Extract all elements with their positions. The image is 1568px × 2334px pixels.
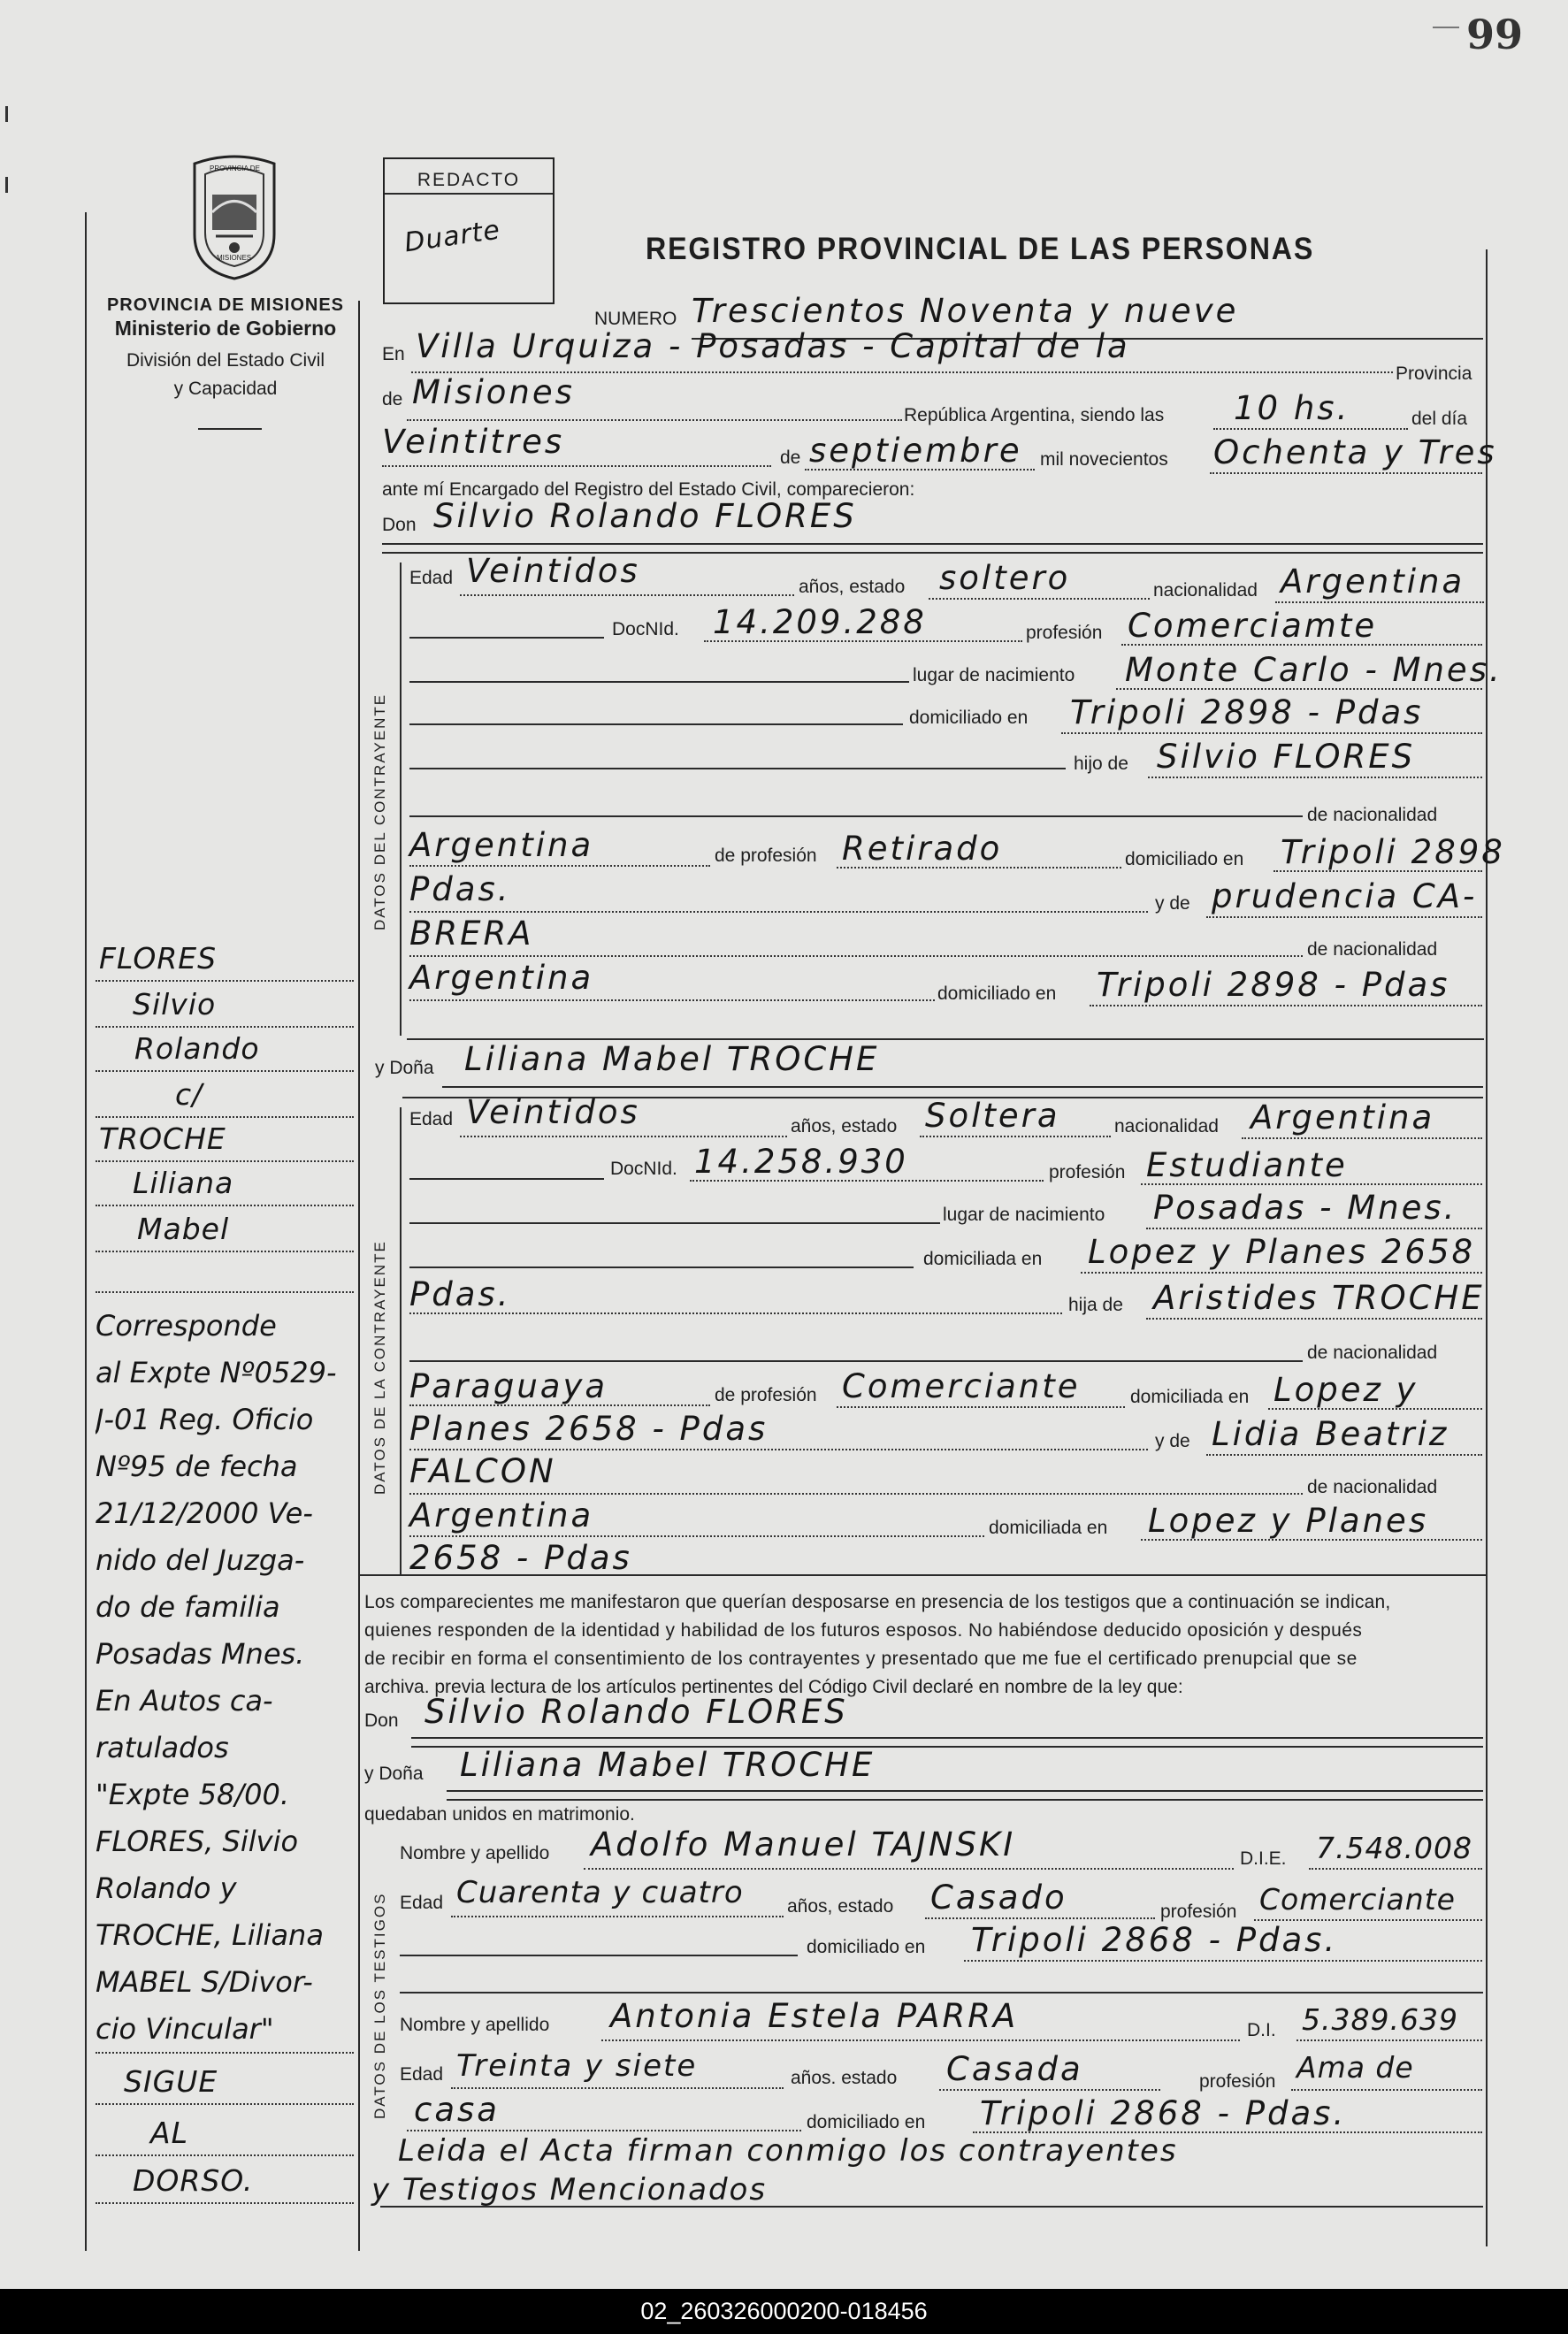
numero-label: NUMERO [594,309,677,329]
c-doc-value: 14.209.288 [713,603,927,641]
province-seal [177,155,292,283]
t2-nombre-label: Nombre y apellido [400,2015,550,2035]
statement-line-3: de recibir en forma el consentimiento de los contrayentes y presentado que me fue el certificado prenupcial que se [364,1649,1358,1669]
c-madredom-value: Tripoli 2898 - Pdas [1097,966,1450,1004]
b-estado-value: Soltera [925,1097,1060,1135]
c-prof-label: profesión [1026,623,1103,643]
column-divider [358,301,360,2251]
b-padrenac-label: de nacionalidad [1307,1343,1438,1363]
margin-note-line: En Autos ca- [96,1684,273,1718]
t2-dom-label: domiciliado en [807,2112,926,2132]
t1-estado-value: Casado [930,1879,1067,1917]
t1-end-line [400,1992,1483,1993]
margin-note-line: ratulados [96,1731,229,1764]
closing-line-2: y Testigos Mencionados [371,2172,768,2208]
c-padredom-cont-line [409,911,1148,913]
margin-dotted-line [96,1026,354,1028]
c-padrenac-label: de nacionalidad [1307,805,1438,825]
b-nacim-blank-line [409,1222,940,1224]
de-line [407,419,902,421]
hora-value: 10 hs. [1234,389,1350,427]
org-province: PROVINCIA DE MISIONES [106,295,345,315]
margin-dotted-line [96,1205,354,1206]
b-doc-value: 14.258.930 [694,1143,908,1181]
margin-note-line: 21/12/2000 Ve- [96,1496,313,1530]
closing-line-1: Leida el Acta firman conmigo los contrayentes [398,2133,1178,2169]
c-nacim-blank-line [409,681,909,683]
b-madre-value: Lidia Beatriz [1212,1415,1449,1453]
c-edad-line [460,594,794,596]
numero-value: Trescientos Noventa y nueve [692,292,1239,330]
margin-note-line: Posadas Mnes. [96,1637,305,1671]
page-number: 99 [1466,11,1524,58]
b-madredom-label: domiciliada en [989,1518,1108,1538]
b-edad-line [460,1136,787,1137]
b-ymadre-label: y de [1155,1431,1190,1451]
de-value: Misiones [412,373,575,411]
c-padredom-value: Tripoli 2898 [1281,833,1505,871]
anio-value: Ochenta y Tres [1213,433,1497,471]
b-dom-blank-line [409,1266,914,1268]
c-madrenac-value: Argentina [409,959,594,997]
page-number-dash [1433,27,1459,28]
stmt-dona-label: y Doña [364,1764,424,1784]
t2-nombre-line [601,2039,1240,2041]
b-padreprof-line [837,1406,1125,1408]
statement-line-4: archiva. previa lectura de los artículos pertinentes del Código Civil declaré en nombre de la ley que: [364,1677,1183,1697]
t1-estado-label: años, estado [787,1896,894,1917]
b-padreprof-value: Comerciante [842,1367,1081,1405]
stamp-box [383,157,555,304]
b-estado-line [920,1136,1111,1137]
c-dom-line [1061,732,1482,734]
org-ministry: Ministerio de Gobierno [114,317,337,340]
margin-dotted-line [96,1291,354,1293]
t2-estado-line [939,2089,1160,2091]
b-padredom-value: Lopez y [1274,1371,1419,1409]
t2-prof-label: profesión [1199,2071,1276,2092]
b-edad-label: Edad [409,1109,454,1129]
c-doc-label: DocNId. [612,619,679,639]
c-hijo-value: Silvio FLORES [1157,738,1416,776]
b-padredom-cont: Planes 2658 - Pdas [409,1410,769,1448]
edge-mark [5,106,8,122]
t1-doc-line [1309,1868,1482,1870]
t1-dom-blank-line [400,1955,798,1956]
margin-dotted-line [96,2052,354,2054]
margin-sigue-line: AL [150,2116,188,2150]
statement-line-2: quienes responden de la identidad y habilidad de los futuros esposos. No habiéndose deducido oposición y después [364,1620,1363,1641]
c-doc-blank-line [409,637,604,639]
c-nac-line [1275,601,1484,603]
don-value: Silvio Rolando FLORES [433,497,857,535]
t2-edad-label: Edad [400,2064,444,2085]
margin-note-line: Rolando y [96,1871,237,1905]
contrayente-b-bracket [400,1107,402,1576]
don-line [382,543,1483,545]
left-frame [85,212,87,2251]
c-madredom-line [1090,1005,1482,1006]
b-edad-value: Veintidos [466,1093,640,1131]
b-padreprof-label: de profesión [715,1385,817,1405]
c-dom-label: domiciliado en [909,708,1029,728]
margin-name-line: c/ [175,1077,203,1112]
c-hijo-line [1148,777,1482,778]
c-prof-value: Comerciamte [1128,607,1378,645]
b-prof-value: Estudiante [1146,1146,1348,1184]
margin-note-line: MABEL S/Divor- [96,1965,313,1999]
t2-edad-value: Treinta y siete [456,2048,698,2084]
c-nac-value: Argentina [1281,562,1465,601]
en-label: En [382,344,405,364]
b-estado-label: años, estado [791,1116,898,1136]
c-dom-blank-line [409,723,903,725]
margin-name-line: TROCHE [99,1121,226,1156]
b-doc-label: DocNId. [610,1159,677,1179]
b-padredom-cont-line [409,1449,1148,1450]
t2-prof-value: Ama de [1296,2050,1414,2085]
margin-note-line: J-01 Reg. Oficio [96,1403,314,1436]
org-division: División del Estado Civil [126,350,325,371]
c-madredom-label: domiciliado en [937,983,1057,1004]
b-madrenac-line [409,1535,984,1537]
margin-sigue-line: SIGUE [124,2064,218,2099]
t2-doc-value: 5.389.639 [1302,2002,1458,2037]
b-hija-label: hija de [1068,1295,1123,1315]
t1-prof-label: profesión [1160,1902,1237,1922]
t1-dom-label: domiciliado en [807,1937,926,1957]
c-padrenac-value: Argentina [409,826,594,864]
c-prof-line [1121,644,1482,646]
t1-edad-label: Edad [400,1893,444,1913]
b-prof-label: profesión [1049,1162,1126,1182]
provincia-label: Provincia [1396,363,1472,384]
stmt-dona-line [447,1790,1483,1792]
c-padredom-line [1274,870,1482,872]
c-padreprof-value: Retirado [842,830,1003,868]
c-padreprof-label: de profesión [715,846,817,866]
t1-estado-line [925,1917,1155,1919]
c-padredom-label: domiciliado en [1125,849,1244,869]
b-madrenac-value: Argentina [409,1496,594,1534]
c-padrenac-line [409,865,710,867]
contrayente-b-side-label: DATOS DE LA CONTRAYENTE [371,1240,388,1495]
b-nac-value: Argentina [1251,1098,1435,1136]
c-estado-line [929,598,1150,600]
b-madredom-cont: 2658 - Pdas [409,1539,632,1577]
margin-note-line: Nº95 de fecha [96,1450,298,1483]
seal-text-top: PROVINCIA DE [210,165,260,172]
margin-note-line: do de familia [96,1590,280,1624]
t1-doc-value: 7.548.008 [1316,1831,1472,1865]
t2-doc-line [1296,2039,1482,2041]
stamp-label: REDACTO [417,170,521,190]
margin-note-line: nido del Juzga- [96,1543,305,1577]
margin-note-line: "Expte 58/00. [96,1778,289,1811]
en-value: Villa Urquiza - Posadas - Capital de la [416,327,1130,365]
c-hijo-label: hijo de [1074,754,1128,774]
b-nacim-value: Posadas - Mnes. [1153,1189,1457,1227]
stamp-divider [385,193,553,195]
t1-dom-value: Tripoli 2868 - Pdas. [971,1921,1338,1959]
margin-dotted-line [96,980,354,982]
b-madre-cont: FALCON [409,1452,556,1490]
footer-code: 02_260326000200-018456 [0,2289,1568,2334]
c-nac-label: nacionalidad [1153,580,1258,601]
b-prof-line [1141,1183,1482,1185]
c-dom-value: Tripoli 2898 - Pdas [1070,693,1424,731]
stmt-don-line [411,1737,1483,1739]
c-madrenac-line [409,999,935,1001]
c-edad-value: Veintidos [466,552,640,590]
c-madre-value: prudencia CA- [1212,877,1478,915]
contrayente-bracket [400,562,402,1036]
b-nac-line [1242,1137,1482,1139]
margin-note-line: TROCHE, Liliana [96,1918,324,1952]
anio-line [1210,472,1482,474]
b-padredom-label: domiciliada en [1130,1387,1250,1407]
c-nacim-label: lugar de nacimiento [913,665,1075,685]
c-madre-line [1206,916,1482,918]
stmt-don-value: Silvio Rolando FLORES [425,1693,848,1731]
b-hija-value: Aristides TROCHE [1153,1279,1485,1317]
b-padrenac-blank-line [409,1360,1303,1362]
b-padredom-line [1268,1408,1482,1410]
c-madre-cont-line [409,955,1303,957]
margin-name-line: Silvio [133,987,217,1022]
b-doc-blank-line [409,1178,604,1180]
t1-nombre-value: Adolfo Manuel TAJNSKI [591,1825,1016,1863]
page-title: REGISTRO PROVINCIAL DE LAS PERSONAS [646,232,1315,266]
c-hijo-blank-line [409,768,1066,769]
testigos-side-label: DATOS DE LOS TESTIGOS [371,1892,388,2119]
margin-dotted-line [96,1160,354,1162]
de-label: de [382,389,403,409]
margin-name-line: Mabel [137,1212,230,1246]
t2-dom-value: Tripoli 2868 - Pdas. [980,2094,1347,2132]
t2-estado-label: años. estado [791,2068,898,2088]
margin-note-line: Corresponde [96,1309,277,1343]
contrayente-side-label: DATOS DEL CONTRAYENTE [371,693,388,930]
seal-text-bottom: MISIONES [217,254,252,262]
c-ymadre-label: y de [1155,893,1190,914]
t1-edad-line [451,1916,784,1917]
margin-name-line: FLORES [99,941,218,976]
t1-prof-value: Comerciante [1259,1882,1456,1917]
c-madrenac-label: de nacionalidad [1307,939,1438,960]
margin-sigue-line: DORSO. [133,2163,254,2198]
del-dia-label: del día [1411,409,1468,429]
b-nacim-line [1146,1228,1482,1229]
margin-dotted-line [96,1251,354,1252]
t2-edad-line [451,2087,784,2089]
edge-mark [5,177,8,193]
margin-dotted-line [96,2202,354,2204]
dia-value: Veintitres [382,423,565,461]
b-madrenac-label: de nacionalidad [1307,1477,1438,1497]
c-doc-line [704,640,1022,642]
t2-prof-line [1291,2089,1482,2091]
t2-prof-cont: casa [414,2091,500,2129]
b-padrenac-value: Paraguaya [409,1367,608,1405]
t2-estado-value: Casada [946,2050,1083,2088]
b-hija-line [1146,1318,1482,1320]
b-doc-line [690,1180,1044,1182]
don-label: Don [382,515,417,535]
stmt-quedaban: quedaban unidos en matrimonio. [364,1804,635,1825]
margin-name-line: Rolando [134,1031,260,1066]
c-padredom-cont: Pdas. [409,870,511,908]
margin-note-line: cio Vincular" [96,2012,274,2046]
b-dom-value: Lopez y Planes 2658 [1088,1233,1476,1271]
ante-text: ante mí Encargado del Registro del Estado Civil, comparecieron: [382,479,915,500]
margin-dotted-line [96,1116,354,1118]
b-nac-label: nacionalidad [1114,1116,1219,1136]
b-madre-line [1206,1454,1482,1456]
b-end-line [358,1574,1486,1576]
org-division-2: y Capacidad [173,379,278,399]
margin-dotted-line [96,2103,354,2105]
b-dom-line [1081,1272,1482,1274]
c-edad-label: Edad [409,568,454,588]
t2-nombre-value: Antonia Estela PARRA [610,1997,1019,2035]
de-mes-label: de [780,448,801,468]
mes-value: septiembre [809,432,1022,470]
b-ydona-line [442,1086,1483,1088]
margin-name-line: Liliana [133,1166,234,1200]
b-madredom-value: Lopez y Planes [1148,1502,1429,1540]
mil-label: mil novecientos [1040,449,1168,470]
c-estado-value: soltero [939,559,1071,597]
t2-prof-cont-line [407,2130,801,2131]
stmt-don-label: Don [364,1710,399,1731]
republica-label: República Argentina, siendo las [904,405,1165,425]
stamp-signature: Duarte [402,214,502,259]
b-dom-label: domiciliada en [923,1249,1043,1269]
b-ydona-value: Liliana Mabel TROCHE [464,1040,880,1078]
margin-note-line: FLORES, Silvio [96,1825,299,1858]
margin-dotted-line [96,2154,354,2156]
b-madre-cont-line [409,1493,1303,1495]
c-madre-cont: BRERA [409,914,534,953]
hora-line [1213,428,1408,430]
stmt-dona-line-2 [447,1799,1483,1801]
b-ydona-label: y Doña [375,1058,434,1078]
b-dom-cont: Pdas. [409,1275,511,1313]
margin-note-line: al Expte Nº0529- [96,1356,337,1389]
b-dom-cont-line [409,1312,1062,1314]
t1-edad-value: Cuarenta y cuatro [456,1875,744,1910]
c-padrenac-blank-line [409,815,1303,817]
mes-line [805,469,1035,471]
b-madredom-line [1141,1539,1482,1541]
stmt-dona-value: Liliana Mabel TROCHE [460,1746,876,1784]
t1-nombre-label: Nombre y apellido [400,1843,550,1863]
c-nacim-line [1116,688,1482,690]
t1-nombre-line [584,1868,1234,1870]
dia-line [382,465,771,467]
c-padreprof-line [837,867,1121,869]
statement-line-1: Los comparecientes me manifestaron que querían desposarse en presencia de los testigos que a continuación se indican, [364,1592,1391,1612]
right-frame [1486,249,1488,2246]
seal-icon [177,155,292,283]
c-nacim-value: Monte Carlo - Mnes. [1125,651,1503,689]
org-separator [198,428,262,430]
margin-dotted-line [96,1070,354,1072]
t1-dom-line [964,1960,1482,1962]
t2-doc-label: D.I. [1247,2020,1276,2040]
b-nacim-label: lugar de nacimiento [943,1205,1105,1225]
t1-doc-label: D.I.E. [1240,1848,1287,1869]
c-estado-label: años, estado [799,577,906,597]
b-padrenac-line [409,1404,710,1406]
closing-end-line [380,2206,1483,2208]
